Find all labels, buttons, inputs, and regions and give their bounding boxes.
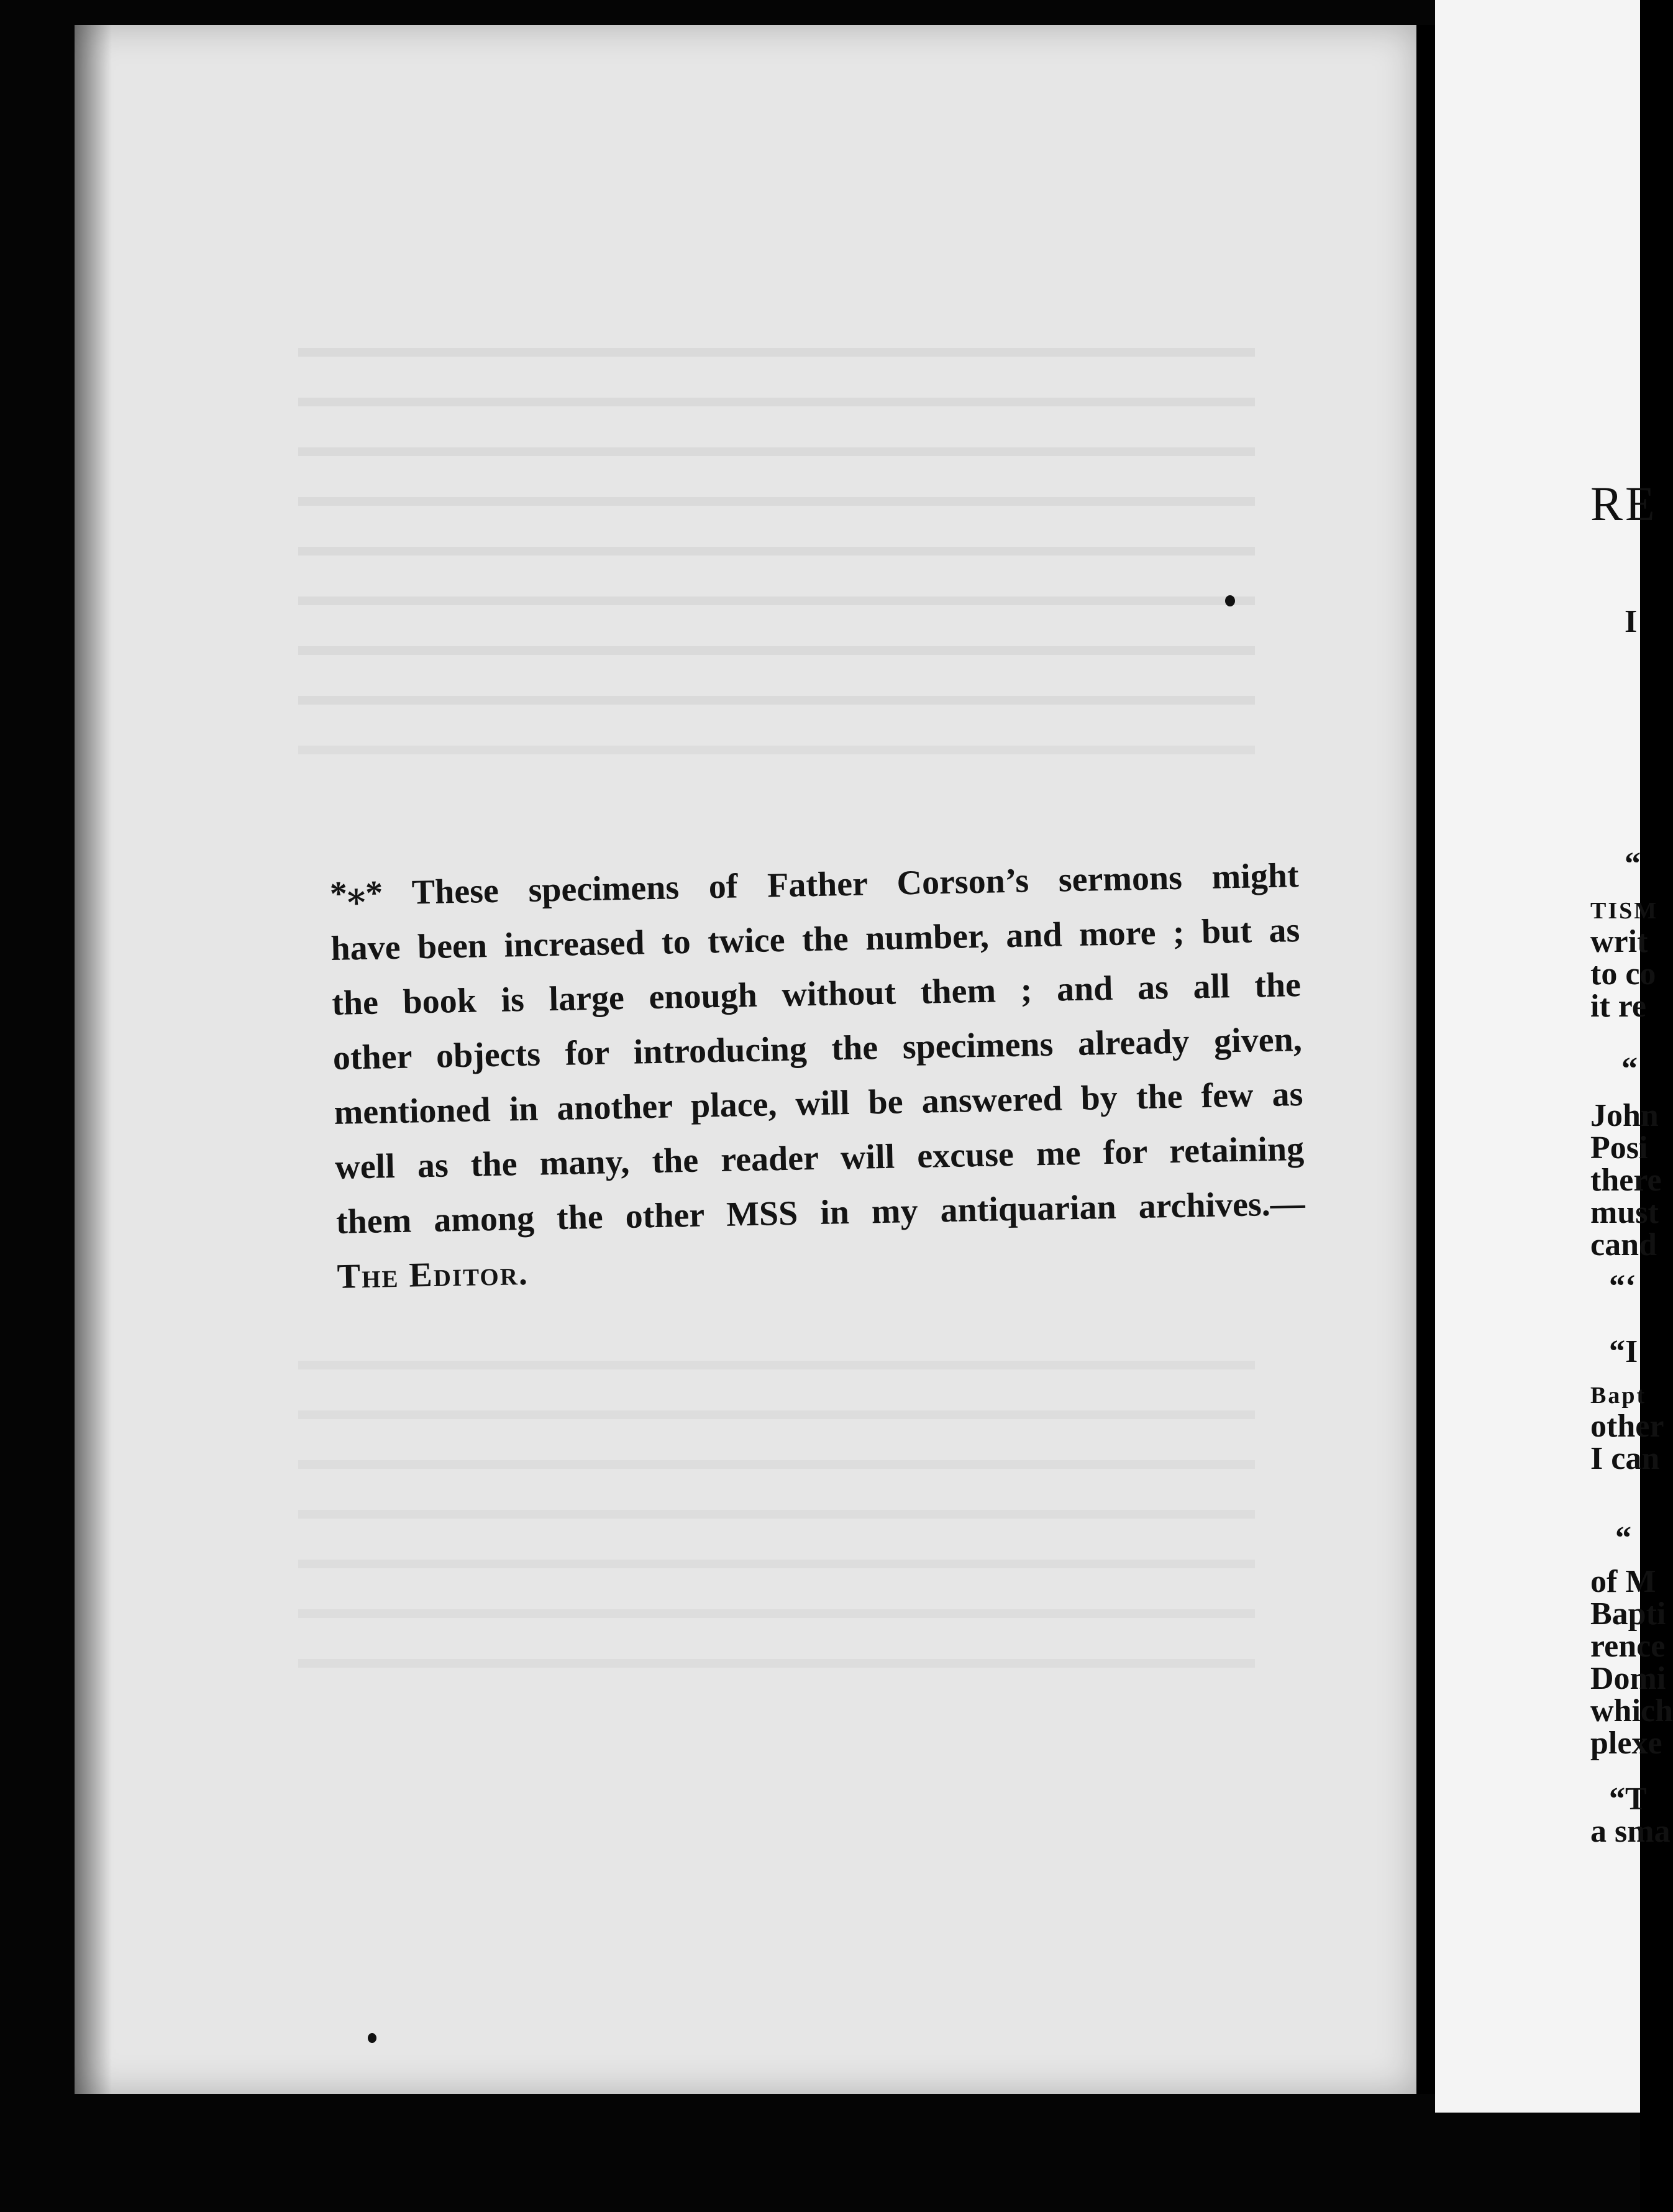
right-text-fragment: Posi <box>1590 1130 1648 1166</box>
right-text-fragment: which <box>1590 1693 1673 1729</box>
note-line: other objects for introducing the specimens already given, <box>332 1020 1303 1077</box>
right-text-fragment: “‘ <box>1609 1269 1636 1304</box>
note-line: *⁎* These specimens of Father Corson’s sermons might <box>329 856 1300 913</box>
right-text-fragment: writ <box>1590 924 1648 959</box>
note-line: well as the many, the reader will excuse me for retaining <box>334 1129 1305 1187</box>
editor-note <box>329 848 1306 1304</box>
right-page <box>1435 0 1673 2113</box>
bleed-through-lines-lower <box>298 1336 1255 1709</box>
ink-speck <box>1225 595 1235 606</box>
page-edge-shadow <box>75 25 112 2094</box>
ink-speck <box>368 2033 376 2043</box>
right-text-fragment: plexe <box>1590 1725 1662 1761</box>
note-line: mentioned in another place, will be answered by the few as <box>334 1074 1303 1132</box>
right-text-fragment: a sma <box>1590 1814 1671 1849</box>
right-text-fragment: “ <box>1615 1520 1631 1556</box>
right-text-fragment: there <box>1590 1163 1662 1198</box>
note-line: them among the other MSS in my antiquarian archives.— <box>335 1184 1306 1241</box>
right-text-fragment: of M <box>1590 1564 1656 1599</box>
right-text-fragment: rence <box>1590 1629 1666 1664</box>
right-text-fragment: Bapt <box>1590 1382 1647 1409</box>
right-text-fragment: to co <box>1590 956 1656 992</box>
right-text-fragment: cand <box>1590 1227 1657 1263</box>
bleed-through-lines <box>298 323 1255 795</box>
book-spine <box>1416 25 1435 2094</box>
right-text-fragment: I <box>1625 604 1638 639</box>
right-text-fragment: Domi <box>1590 1661 1666 1696</box>
right-text-fragment: other <box>1590 1409 1664 1444</box>
right-text-fragment: “T <box>1609 1781 1647 1817</box>
right-text-fragment: “ <box>1621 1051 1638 1087</box>
right-text-fragment: John <box>1590 1098 1659 1133</box>
right-text-fragment: must <box>1590 1195 1659 1230</box>
right-text-fragment: Bapti <box>1590 1596 1666 1632</box>
note-line: the book is large enough without them ; and as all the <box>331 966 1301 1023</box>
right-text-fragment: it re <box>1590 989 1646 1024</box>
right-text-fragment: “ <box>1625 846 1641 882</box>
note-line: have been increased to twice the number, and more ; but as <box>330 911 1300 968</box>
right-text-fragment: TISM <box>1590 898 1659 924</box>
editor-signature: The Editor. <box>337 1253 529 1296</box>
right-text-fragment: “I <box>1609 1334 1638 1369</box>
right-heading-fragment: RE <box>1590 477 1657 531</box>
right-text-fragment: I can <box>1590 1441 1660 1476</box>
